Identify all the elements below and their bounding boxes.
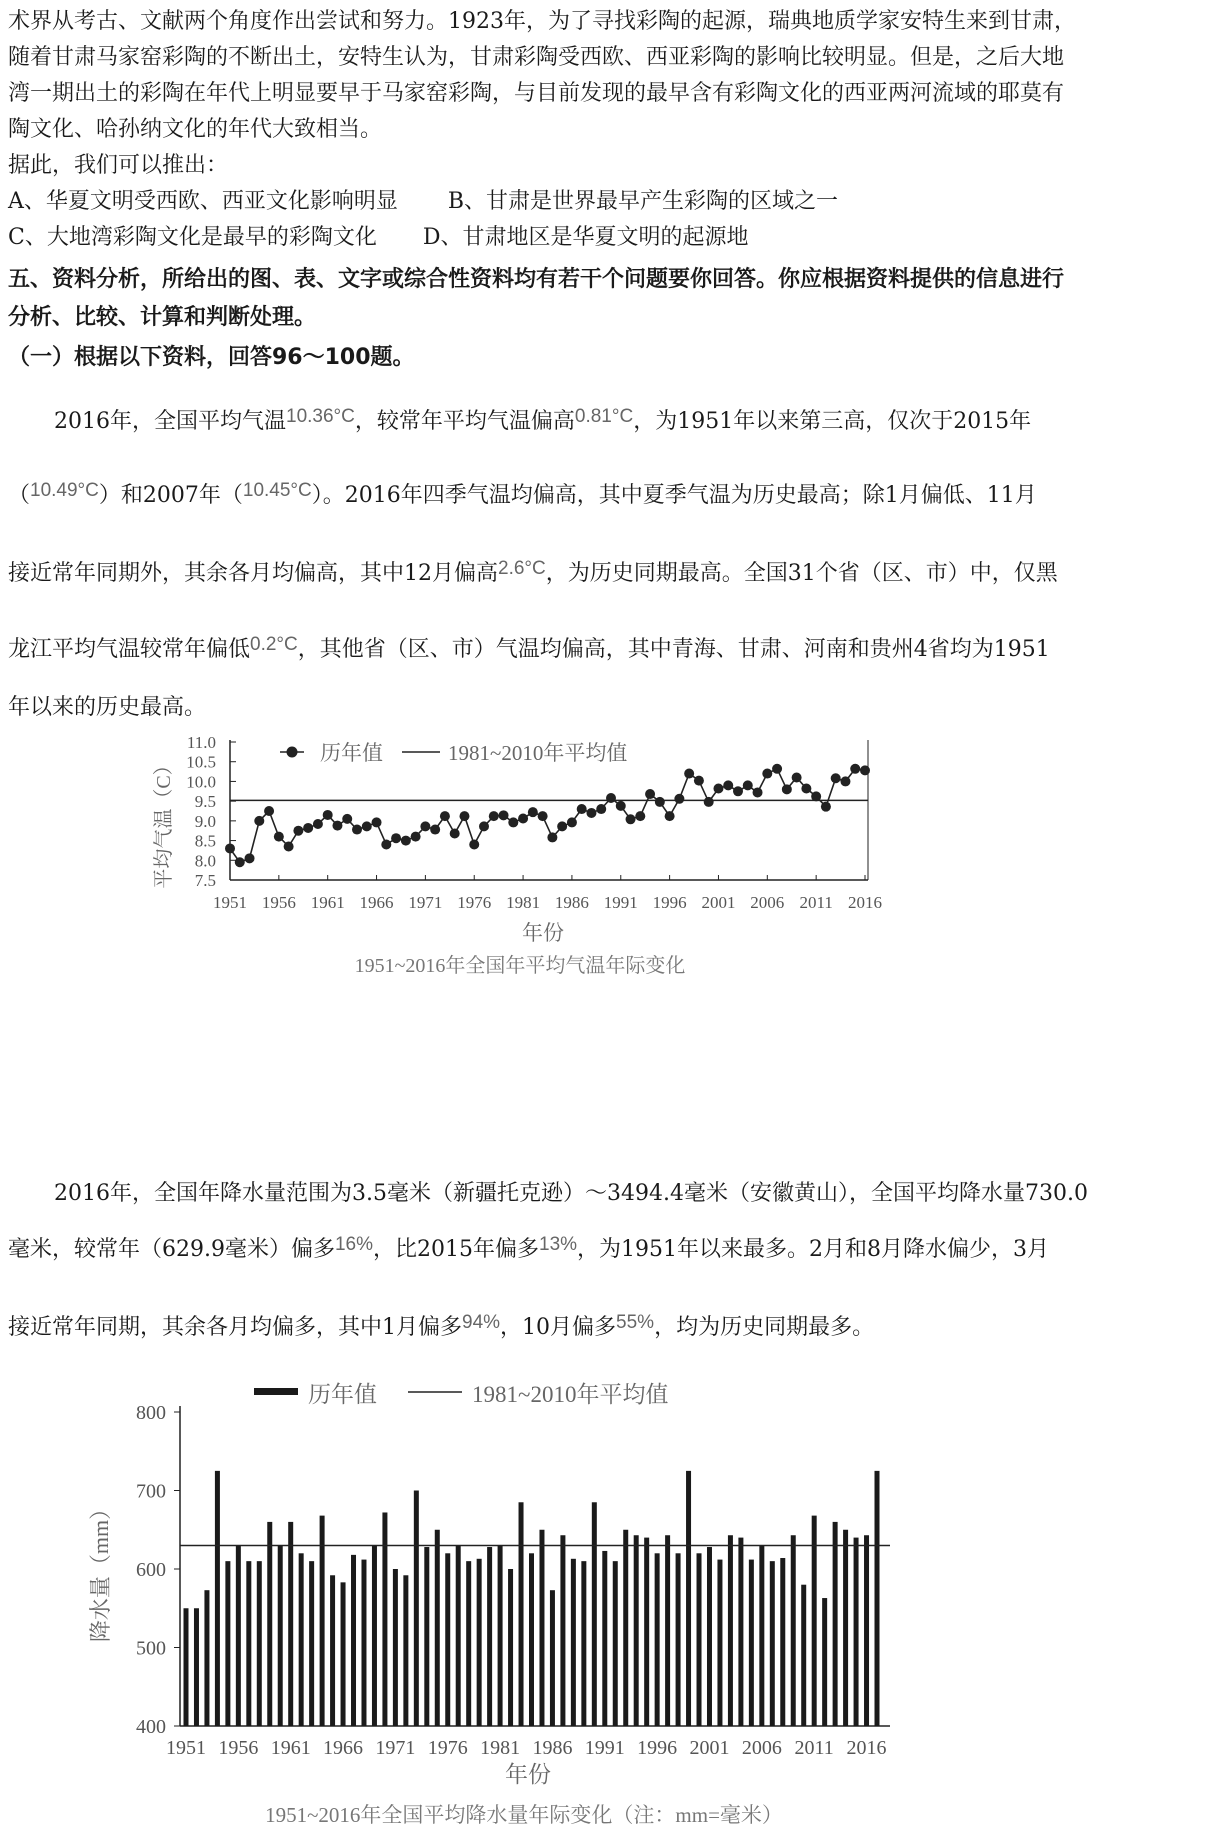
temperature-point (342, 814, 352, 824)
precipitation-bar (445, 1553, 450, 1726)
x-tick-label: 2006 (741, 1737, 782, 1759)
x-tick-label: 1971 (375, 1737, 416, 1759)
temp-value: 10.49°C (30, 480, 99, 501)
x-tick-label: 1991 (603, 893, 638, 912)
temperature-point (381, 840, 391, 850)
y-tick-label: 10.5 (186, 752, 216, 772)
chart-title: 1951~2016年全国年平均气温年际变化 (354, 955, 686, 977)
x-tick-label: 1966 (323, 1737, 364, 1759)
temperature-point (821, 802, 831, 812)
temperature-point (713, 784, 723, 794)
precipitation-bar (372, 1545, 377, 1726)
precipitation-bar (864, 1535, 869, 1726)
temperature-point (801, 784, 811, 794)
temperature-point (596, 804, 606, 814)
precipitation-bar (791, 1535, 796, 1726)
temperature-point (674, 794, 684, 804)
precipitation-bar (697, 1553, 702, 1726)
precipitation-bar (466, 1561, 471, 1726)
x-axis-label: 年份 (522, 921, 564, 945)
y-tick-label: 10.0 (186, 772, 216, 792)
y-tick-label: 7.5 (194, 871, 216, 890)
y-tick-label: 9.0 (194, 811, 216, 831)
temperature-point (606, 793, 616, 803)
precipitation-bar (278, 1545, 283, 1726)
temp-paragraph-line: 龙江平均气温较常年偏低0.2°C，其他省（区、市）气温均偏高，其中青海、甘肃、河南和贵州4省均为1951 (8, 634, 1050, 662)
temperature-point (850, 764, 860, 774)
intro-line: 随着甘肃马家窑彩陶的不断出土，安特生认为，甘肃彩陶受西欧、西亚彩陶的影响比较明显。但是，之后大地 (8, 45, 1065, 70)
precipitation-bar (330, 1575, 335, 1726)
temperature-point (704, 797, 714, 807)
legend-marker-dot (287, 747, 298, 758)
temperature-point (420, 821, 430, 831)
precipitation-bar (309, 1561, 314, 1726)
temp-value: 0.81°C (574, 406, 634, 427)
x-tick-label: 1966 (359, 893, 394, 912)
precipitation-bar (341, 1582, 346, 1726)
x-tick-label: 2001 (701, 893, 736, 912)
x-tick-label: 1981 (480, 1737, 521, 1759)
precipitation-bar (414, 1491, 419, 1727)
y-tick-label: 9.5 (194, 792, 216, 812)
precipitation-bar (843, 1530, 848, 1726)
precipitation-bar (288, 1522, 293, 1726)
temperature-point (635, 811, 645, 821)
x-tick-label: 1986 (532, 1737, 573, 1759)
x-tick-label: 1951 (213, 893, 247, 912)
precipitation-bar (801, 1585, 806, 1726)
x-tick-label: 1961 (310, 893, 345, 912)
temperature-point (528, 807, 538, 817)
temp-paragraph-line: 2016年，全国平均气温10.36°C，较常年平均气温偏高0.81°C，为1951年以来第三高，仅次于2015年 (54, 406, 1032, 434)
y-tick-label: 11.0 (186, 733, 216, 752)
x-tick-label: 1951 (166, 1737, 206, 1759)
precipitation-bar (424, 1547, 429, 1726)
y-axis-label: 平均气温（C） (153, 755, 175, 889)
temperature-point (323, 810, 333, 820)
temperature-point (723, 780, 733, 790)
temperature-point (391, 833, 401, 843)
precipitation-bar (498, 1545, 503, 1726)
precipitation-bar (655, 1553, 660, 1726)
precipitation-bar (759, 1545, 764, 1726)
y-tick-label: 400 (136, 1716, 166, 1738)
precip-value: 16% (334, 1234, 374, 1255)
question-prompt: 据此，我们可以推出： (8, 153, 229, 178)
temperature-point (274, 832, 284, 842)
precipitation-bar (749, 1560, 754, 1726)
x-tick-label: 1986 (554, 893, 589, 912)
precipitation-bar (602, 1551, 607, 1726)
y-axis-label: 降水量（mm） (88, 1497, 113, 1643)
temperature-point (567, 817, 577, 827)
temperature-point (332, 821, 342, 831)
x-tick-label: 2016 (846, 1737, 887, 1759)
x-tick-label: 1971 (408, 893, 443, 912)
temp-value: 0.2°C (250, 634, 298, 655)
temperature-point (538, 811, 548, 821)
chart-title: 1951~2016年全国平均降水量年际变化（注：mm=毫米） (265, 1803, 783, 1827)
temperature-point (840, 776, 850, 786)
x-tick-label: 2016 (848, 893, 882, 912)
temperature-point (733, 786, 743, 796)
precipitation-bar (560, 1535, 565, 1726)
precipitation-bar (613, 1561, 618, 1726)
temperature-point (450, 828, 460, 838)
precipitation-bar (519, 1502, 524, 1726)
temperature-point (430, 825, 440, 835)
precipitation-bar (644, 1538, 649, 1726)
temperature-point (743, 780, 753, 790)
temperature-point (762, 769, 772, 779)
temperature-point (411, 832, 421, 842)
x-tick-label: 1981 (506, 893, 541, 912)
intro-line: 陶文化、哈孙纳文化的年代大致相当。 (8, 117, 383, 142)
temperature-point (586, 808, 596, 818)
y-tick-label: 800 (136, 1402, 166, 1424)
precipitation-bar (592, 1502, 597, 1726)
precipitation-bar (812, 1516, 817, 1726)
precipitation-bar (487, 1547, 492, 1726)
x-tick-label: 1991 (584, 1737, 625, 1759)
precipitation-bar (854, 1538, 859, 1726)
section-title: 五、资料分析，所给出的图、表、文字或综合性资料均有若干个问题要你回答。你应根据资料提供的信息进行 (8, 267, 1065, 292)
temperature-point (225, 843, 235, 853)
precipitation-bar (215, 1471, 220, 1726)
precipitation-bar (623, 1530, 628, 1726)
temperature-point (469, 840, 479, 850)
precipitation-bar (320, 1516, 325, 1726)
x-tick-label: 1976 (457, 893, 492, 912)
temperature-point (694, 776, 704, 786)
temperature-point (831, 773, 841, 783)
temperature-point (489, 811, 499, 821)
precipitation-bar (267, 1522, 272, 1726)
x-tick-label: 1996 (637, 1737, 678, 1759)
precipitation-bar (477, 1559, 482, 1726)
y-tick-label: 8.5 (194, 831, 216, 851)
precipitation-bar (225, 1561, 230, 1726)
temp-paragraph-line: 年以来的历史最高。 (8, 695, 207, 720)
x-axis-label: 年份 (505, 1762, 551, 1787)
precipitation-bar (456, 1545, 461, 1726)
precipitation-bar (822, 1598, 827, 1726)
temperature-point (254, 816, 264, 826)
temperature-point (655, 797, 665, 807)
temperature-point (499, 810, 509, 820)
precipitation-bar (257, 1561, 262, 1726)
precipitation-bar (382, 1512, 387, 1726)
precipitation-bar (833, 1522, 838, 1726)
temperature-point (577, 804, 587, 814)
temperature-point (372, 817, 382, 827)
section-title: 分析、比较、计算和判断处理。 (8, 305, 317, 330)
precip-paragraph-line: 毫米，较常年（629.9毫米）偏多16%，比2015年偏多13%，为1951年以来最多。2月和8月降水偏少，3月 (8, 1234, 1050, 1262)
y-tick-label: 700 (136, 1480, 166, 1503)
precipitation-bar (550, 1590, 555, 1726)
precipitation-bar (435, 1530, 440, 1726)
temperature-point (860, 765, 870, 775)
legend-label-series: 历年值 (308, 1382, 377, 1407)
x-tick-label: 2006 (750, 893, 785, 912)
temp-value: 10.36°C (286, 406, 355, 427)
precipitation-bar (738, 1538, 743, 1726)
temperature-point (479, 821, 489, 831)
precipitation-bar (299, 1553, 304, 1726)
temperature-point (459, 811, 469, 821)
y-tick-label: 500 (136, 1637, 166, 1660)
precipitation-bar (184, 1608, 189, 1726)
x-tick-label: 1976 (427, 1737, 468, 1759)
precipitation-bar (634, 1535, 639, 1726)
temperature-point (401, 836, 411, 846)
options-row (8, 184, 1218, 220)
legend-label-series: 历年值 (320, 741, 383, 765)
temperature-point (518, 813, 528, 823)
temp-value: 10.45°C (242, 480, 312, 501)
temperature-point (782, 784, 792, 794)
option-d[interactable]: D、甘肃地区是华夏文明的起源地 (422, 225, 749, 250)
precipitation-bar (194, 1608, 199, 1726)
temperature-point (440, 811, 450, 821)
precipitation-bar (361, 1560, 366, 1726)
temperature-point (303, 823, 313, 833)
temp-paragraph-line: 接近常年同期外，其余各月均偏高，其中12月偏高2.6°C，为历史同期最高。全国31个省（区、市）中，仅黑 (8, 558, 1058, 586)
precipitation-bar (403, 1575, 408, 1726)
temperature-point (313, 819, 323, 829)
temperature-point (616, 801, 626, 811)
precipitation-bar (508, 1569, 513, 1726)
x-tick-label: 1961 (270, 1737, 311, 1759)
precip-value: 94% (462, 1312, 501, 1333)
option-c[interactable]: C、大地湾彩陶文化是最早的彩陶文化 (8, 225, 377, 250)
precipitation-bar (246, 1561, 251, 1726)
legend-label-average: 1981~2010年平均值 (472, 1382, 669, 1407)
precipitation-bar (707, 1547, 712, 1726)
precipitation-bar (770, 1561, 775, 1726)
temperature-point (293, 826, 303, 836)
option-a[interactable]: A、华夏文明受西欧、西亚文化影响明显 (8, 189, 398, 214)
temperature-point (284, 841, 294, 851)
temperature-point (811, 791, 821, 801)
precipitation-bar-chart (0, 1370, 1226, 1842)
temperature-point (753, 787, 763, 797)
precipitation-bar (728, 1535, 733, 1726)
precipitation-bar (529, 1553, 534, 1726)
temperature-point (264, 806, 274, 816)
precipitation-bar (581, 1561, 586, 1726)
intro-line: 湾一期出土的彩陶在年代上明显要早于马家窑彩陶，与目前发现的最早含有彩陶文化的西亚两河流域的耶莫有 (8, 81, 1065, 106)
legend-label-average: 1981~2010年平均值 (448, 741, 628, 765)
precipitation-bar (780, 1558, 785, 1726)
temperature-point (684, 769, 694, 779)
precipitation-bar (875, 1471, 880, 1726)
precipitation-bar (717, 1560, 722, 1726)
precipitation-bar (686, 1471, 691, 1726)
precip-paragraph-line: 接近常年同期，其余各月均偏多，其中1月偏多94%，10月偏多55%，均为历史同期最多。 (8, 1312, 875, 1340)
temperature-point (626, 814, 636, 824)
precipitation-bar (539, 1530, 544, 1726)
x-tick-label: 1996 (652, 893, 687, 912)
section-subtitle: （一）根据以下资料，回答96～100题。 (8, 345, 415, 370)
legend-marker-bar (254, 1388, 298, 1395)
precipitation-bar (204, 1590, 209, 1726)
intro-line: 术界从考古、文献两个角度作出尝试和努力。1923年，为了寻找彩陶的起源，瑞典地质学家安特生来到甘肃， (8, 9, 1076, 34)
y-tick-label: 8.0 (194, 851, 216, 871)
temperature-point (508, 817, 518, 827)
temperature-point (547, 832, 557, 842)
temperature-point (245, 853, 255, 863)
temperature-line-chart (0, 730, 1226, 1150)
option-b[interactable]: B、甘肃是世界最早产生彩陶的区域之一 (447, 189, 839, 214)
temp-value: 2.6°C (498, 558, 546, 579)
x-tick-label: 2011 (794, 1737, 834, 1759)
precipitation-bar (571, 1559, 576, 1726)
precipitation-bar (665, 1535, 670, 1726)
temperature-point (665, 811, 675, 821)
temp-paragraph-line: （10.49°C）和2007年（10.45°C）。2016年四季气温均偏高，其中夏季气温为历史最高；除1月偏低、11月 (8, 480, 1037, 508)
precip-value: 13% (539, 1234, 578, 1255)
temperature-point (792, 772, 802, 782)
precipitation-bar (393, 1569, 398, 1726)
x-tick-label: 1956 (261, 893, 296, 912)
temperature-point (235, 857, 245, 867)
options-row (8, 220, 1218, 256)
y-tick-label: 600 (136, 1559, 166, 1581)
precip-value: 55% (616, 1312, 655, 1333)
x-tick-label: 2011 (799, 893, 833, 912)
precipitation-bar (236, 1545, 241, 1726)
precipitation-bar (676, 1553, 681, 1726)
temperature-point (645, 789, 655, 799)
x-tick-label: 2001 (689, 1737, 730, 1759)
precip-paragraph-line: 2016年，全国年降水量范围为3.5毫米（新疆托克逊）～3494.4毫米（安徽黄山），全国平均降水量730.0 (54, 1181, 1088, 1206)
temperature-point (362, 821, 372, 831)
temperature-point (352, 825, 362, 835)
precipitation-bar (351, 1555, 356, 1726)
x-tick-label: 1956 (218, 1737, 259, 1759)
temperature-point (772, 764, 782, 774)
temperature-point (557, 821, 567, 831)
